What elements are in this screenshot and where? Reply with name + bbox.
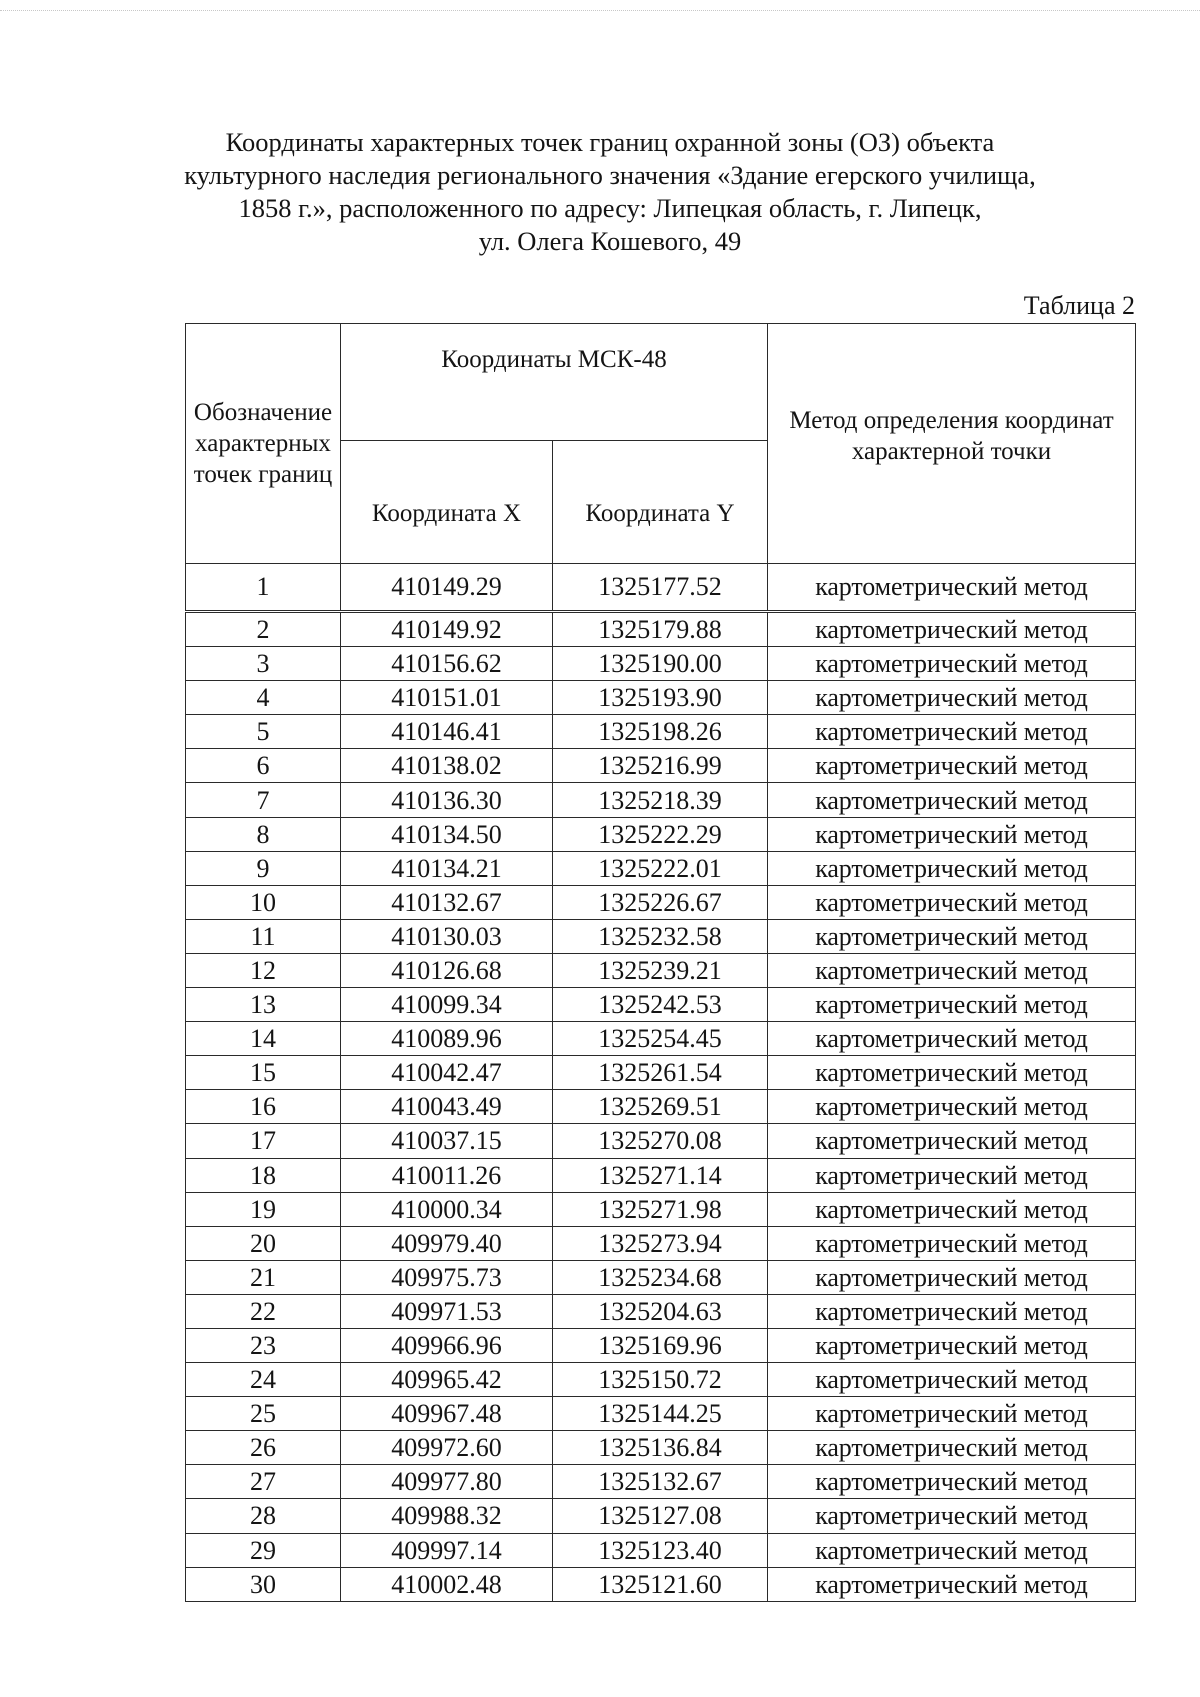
method-cell: картометрический метод	[768, 1533, 1136, 1567]
coord-y-cell: 1325271.98	[553, 1192, 768, 1226]
coord-x-cell: 410138.02	[341, 749, 553, 783]
coord-x-cell: 410132.67	[341, 885, 553, 919]
title-line: культурного наследия регионального значения «Здание егерского училища,	[184, 160, 1036, 190]
method-cell: картометрический метод	[768, 612, 1136, 647]
coord-y-cell: 1325121.60	[553, 1567, 768, 1601]
header-coords-group: Координаты МСК-48	[341, 324, 768, 441]
coord-y-cell: 1325136.84	[553, 1431, 768, 1465]
table-row	[186, 885, 1136, 919]
table-row	[186, 1328, 1136, 1362]
coord-x-cell: 410136.30	[341, 783, 553, 817]
coord-x-cell: 409972.60	[341, 1431, 553, 1465]
coord-x-cell: 410151.01	[341, 681, 553, 715]
table-body	[186, 564, 1136, 1602]
coord-y-cell: 1325270.08	[553, 1124, 768, 1158]
table-row	[186, 564, 1136, 612]
coord-y-cell: 1325179.88	[553, 612, 768, 647]
coord-y-cell: 1325177.52	[553, 564, 768, 612]
coord-y-cell: 1325150.72	[553, 1363, 768, 1397]
coord-y-cell: 1325216.99	[553, 749, 768, 783]
table-row	[186, 681, 1136, 715]
point-number-cell: 13	[186, 988, 341, 1022]
point-number-cell: 6	[186, 749, 341, 783]
table-row	[186, 1431, 1136, 1465]
header-coord-y: Координата Y	[553, 441, 768, 564]
table-row	[186, 715, 1136, 749]
table-row	[186, 1022, 1136, 1056]
point-number-cell: 16	[186, 1090, 341, 1124]
method-cell: картометрический метод	[768, 988, 1136, 1022]
coord-y-cell: 1325273.94	[553, 1226, 768, 1260]
table-row	[186, 1260, 1136, 1294]
coord-x-cell: 410002.48	[341, 1567, 553, 1601]
point-number-cell: 14	[186, 1022, 341, 1056]
coord-x-cell: 409977.80	[341, 1465, 553, 1499]
coord-y-cell: 1325190.00	[553, 647, 768, 681]
coord-y-cell: 1325169.96	[553, 1328, 768, 1362]
coord-x-cell: 409966.96	[341, 1328, 553, 1362]
coord-y-cell: 1325261.54	[553, 1056, 768, 1090]
coord-y-cell: 1325239.21	[553, 953, 768, 987]
table-row	[186, 1499, 1136, 1533]
method-cell: картометрический метод	[768, 817, 1136, 851]
point-number-cell: 25	[186, 1397, 341, 1431]
point-number-cell: 12	[186, 953, 341, 987]
method-cell: картометрический метод	[768, 1294, 1136, 1328]
method-cell: картометрический метод	[768, 1124, 1136, 1158]
table-row	[186, 953, 1136, 987]
coord-y-cell: 1325218.39	[553, 783, 768, 817]
method-cell: картометрический метод	[768, 1431, 1136, 1465]
point-number-cell: 29	[186, 1533, 341, 1567]
coord-y-cell: 1325269.51	[553, 1090, 768, 1124]
coord-y-cell: 1325123.40	[553, 1533, 768, 1567]
coord-y-cell: 1325234.68	[553, 1260, 768, 1294]
method-cell: картометрический метод	[768, 1397, 1136, 1431]
table-row	[186, 783, 1136, 817]
point-number-cell: 2	[186, 612, 341, 647]
point-number-cell: 17	[186, 1124, 341, 1158]
table-row	[186, 919, 1136, 953]
coord-x-cell: 409971.53	[341, 1294, 553, 1328]
point-number-cell: 28	[186, 1499, 341, 1533]
method-cell: картометрический метод	[768, 1567, 1136, 1601]
method-cell: картометрический метод	[768, 1022, 1136, 1056]
header-coord-x: Координата X	[341, 441, 553, 564]
table-row	[186, 851, 1136, 885]
method-cell: картометрический метод	[768, 783, 1136, 817]
coord-y-cell: 1325144.25	[553, 1397, 768, 1431]
method-cell: картометрический метод	[768, 1363, 1136, 1397]
method-cell: картометрический метод	[768, 953, 1136, 987]
method-cell: картометрический метод	[768, 1158, 1136, 1192]
coord-y-cell: 1325222.29	[553, 817, 768, 851]
coord-y-cell: 1325204.63	[553, 1294, 768, 1328]
point-number-cell: 22	[186, 1294, 341, 1328]
table-row	[186, 1192, 1136, 1226]
coord-y-cell: 1325226.67	[553, 885, 768, 919]
method-cell: картометрический метод	[768, 647, 1136, 681]
coord-x-cell: 409965.42	[341, 1363, 553, 1397]
coordinates-table	[185, 323, 1136, 1602]
scan-edge-rule	[0, 10, 1200, 11]
table-row	[186, 1397, 1136, 1431]
coord-x-cell: 410130.03	[341, 919, 553, 953]
table-row	[186, 1465, 1136, 1499]
coord-x-cell: 410126.68	[341, 953, 553, 987]
method-cell: картометрический метод	[768, 1465, 1136, 1499]
method-cell: картометрический метод	[768, 851, 1136, 885]
point-number-cell: 18	[186, 1158, 341, 1192]
method-cell: картометрический метод	[768, 715, 1136, 749]
table-row	[186, 1124, 1136, 1158]
title-line: ул. Олега Кошевого, 49	[478, 226, 742, 256]
coord-x-cell: 410043.49	[341, 1090, 553, 1124]
coord-y-cell: 1325242.53	[553, 988, 768, 1022]
point-number-cell: 26	[186, 1431, 341, 1465]
title-line: 1858 г.», расположенного по адресу: Липецкая область, г. Липецк,	[238, 193, 982, 223]
table-row	[186, 1226, 1136, 1260]
method-cell: картометрический метод	[768, 749, 1136, 783]
coord-x-cell: 410156.62	[341, 647, 553, 681]
coord-x-cell: 409979.40	[341, 1226, 553, 1260]
title-line: Координаты характерных точек границ охранной зоны (ОЗ) объекта	[225, 127, 995, 157]
point-number-cell: 8	[186, 817, 341, 851]
point-number-cell: 15	[186, 1056, 341, 1090]
method-cell: картометрический метод	[768, 1328, 1136, 1362]
document-title	[180, 126, 1040, 258]
method-cell: картометрический метод	[768, 1056, 1136, 1090]
point-number-cell: 27	[186, 1465, 341, 1499]
method-cell: картометрический метод	[768, 885, 1136, 919]
point-number-cell: 20	[186, 1226, 341, 1260]
method-cell: картометрический метод	[768, 564, 1136, 612]
point-number-cell: 11	[186, 919, 341, 953]
coord-x-cell: 409967.48	[341, 1397, 553, 1431]
method-cell: картометрический метод	[768, 681, 1136, 715]
table-row	[186, 1567, 1136, 1601]
coord-x-cell: 410146.41	[341, 715, 553, 749]
table-row	[186, 1363, 1136, 1397]
coord-x-cell: 409997.14	[341, 1533, 553, 1567]
coord-y-cell: 1325132.67	[553, 1465, 768, 1499]
coord-x-cell: 410011.26	[341, 1158, 553, 1192]
table-row	[186, 612, 1136, 647]
coord-y-cell: 1325198.26	[553, 715, 768, 749]
table-row	[186, 817, 1136, 851]
method-cell: картометрический метод	[768, 1499, 1136, 1533]
coord-x-cell: 410000.34	[341, 1192, 553, 1226]
coord-y-cell: 1325222.01	[553, 851, 768, 885]
coord-x-cell: 410042.47	[341, 1056, 553, 1090]
table-row	[186, 1533, 1136, 1567]
coord-x-cell: 409988.32	[341, 1499, 553, 1533]
table-row	[186, 647, 1136, 681]
point-number-cell: 1	[186, 564, 341, 612]
point-number-cell: 9	[186, 851, 341, 885]
coord-y-cell: 1325271.14	[553, 1158, 768, 1192]
coord-x-cell: 410149.29	[341, 564, 553, 612]
method-cell: картометрический метод	[768, 919, 1136, 953]
point-number-cell: 3	[186, 647, 341, 681]
point-number-cell: 30	[186, 1567, 341, 1601]
point-number-cell: 7	[186, 783, 341, 817]
table-row	[186, 1056, 1136, 1090]
coord-x-cell: 410134.50	[341, 817, 553, 851]
coord-x-cell: 410149.92	[341, 612, 553, 647]
coord-x-cell: 410134.21	[341, 851, 553, 885]
method-cell: картометрический метод	[768, 1090, 1136, 1124]
header-method: Метод определения координат характерной точки	[768, 324, 1136, 564]
coord-y-cell: 1325254.45	[553, 1022, 768, 1056]
point-number-cell: 5	[186, 715, 341, 749]
table-row	[186, 1090, 1136, 1124]
coord-x-cell: 410037.15	[341, 1124, 553, 1158]
method-cell: картометрический метод	[768, 1226, 1136, 1260]
table-row	[186, 1294, 1136, 1328]
table-row	[186, 1158, 1136, 1192]
point-number-cell: 23	[186, 1328, 341, 1362]
header-point-label: Обозначение характерных точек границ	[186, 324, 341, 564]
coord-x-cell: 409975.73	[341, 1260, 553, 1294]
point-number-cell: 4	[186, 681, 341, 715]
coord-x-cell: 410099.34	[341, 988, 553, 1022]
method-cell: картометрический метод	[768, 1192, 1136, 1226]
coord-y-cell: 1325193.90	[553, 681, 768, 715]
point-number-cell: 10	[186, 885, 341, 919]
table-caption: Таблица 2	[1023, 291, 1135, 320]
coord-y-cell: 1325127.08	[553, 1499, 768, 1533]
coord-y-cell: 1325232.58	[553, 919, 768, 953]
point-number-cell: 24	[186, 1363, 341, 1397]
coord-x-cell: 410089.96	[341, 1022, 553, 1056]
table-row	[186, 749, 1136, 783]
point-number-cell: 21	[186, 1260, 341, 1294]
method-cell: картометрический метод	[768, 1260, 1136, 1294]
point-number-cell: 19	[186, 1192, 341, 1226]
table-row	[186, 988, 1136, 1022]
